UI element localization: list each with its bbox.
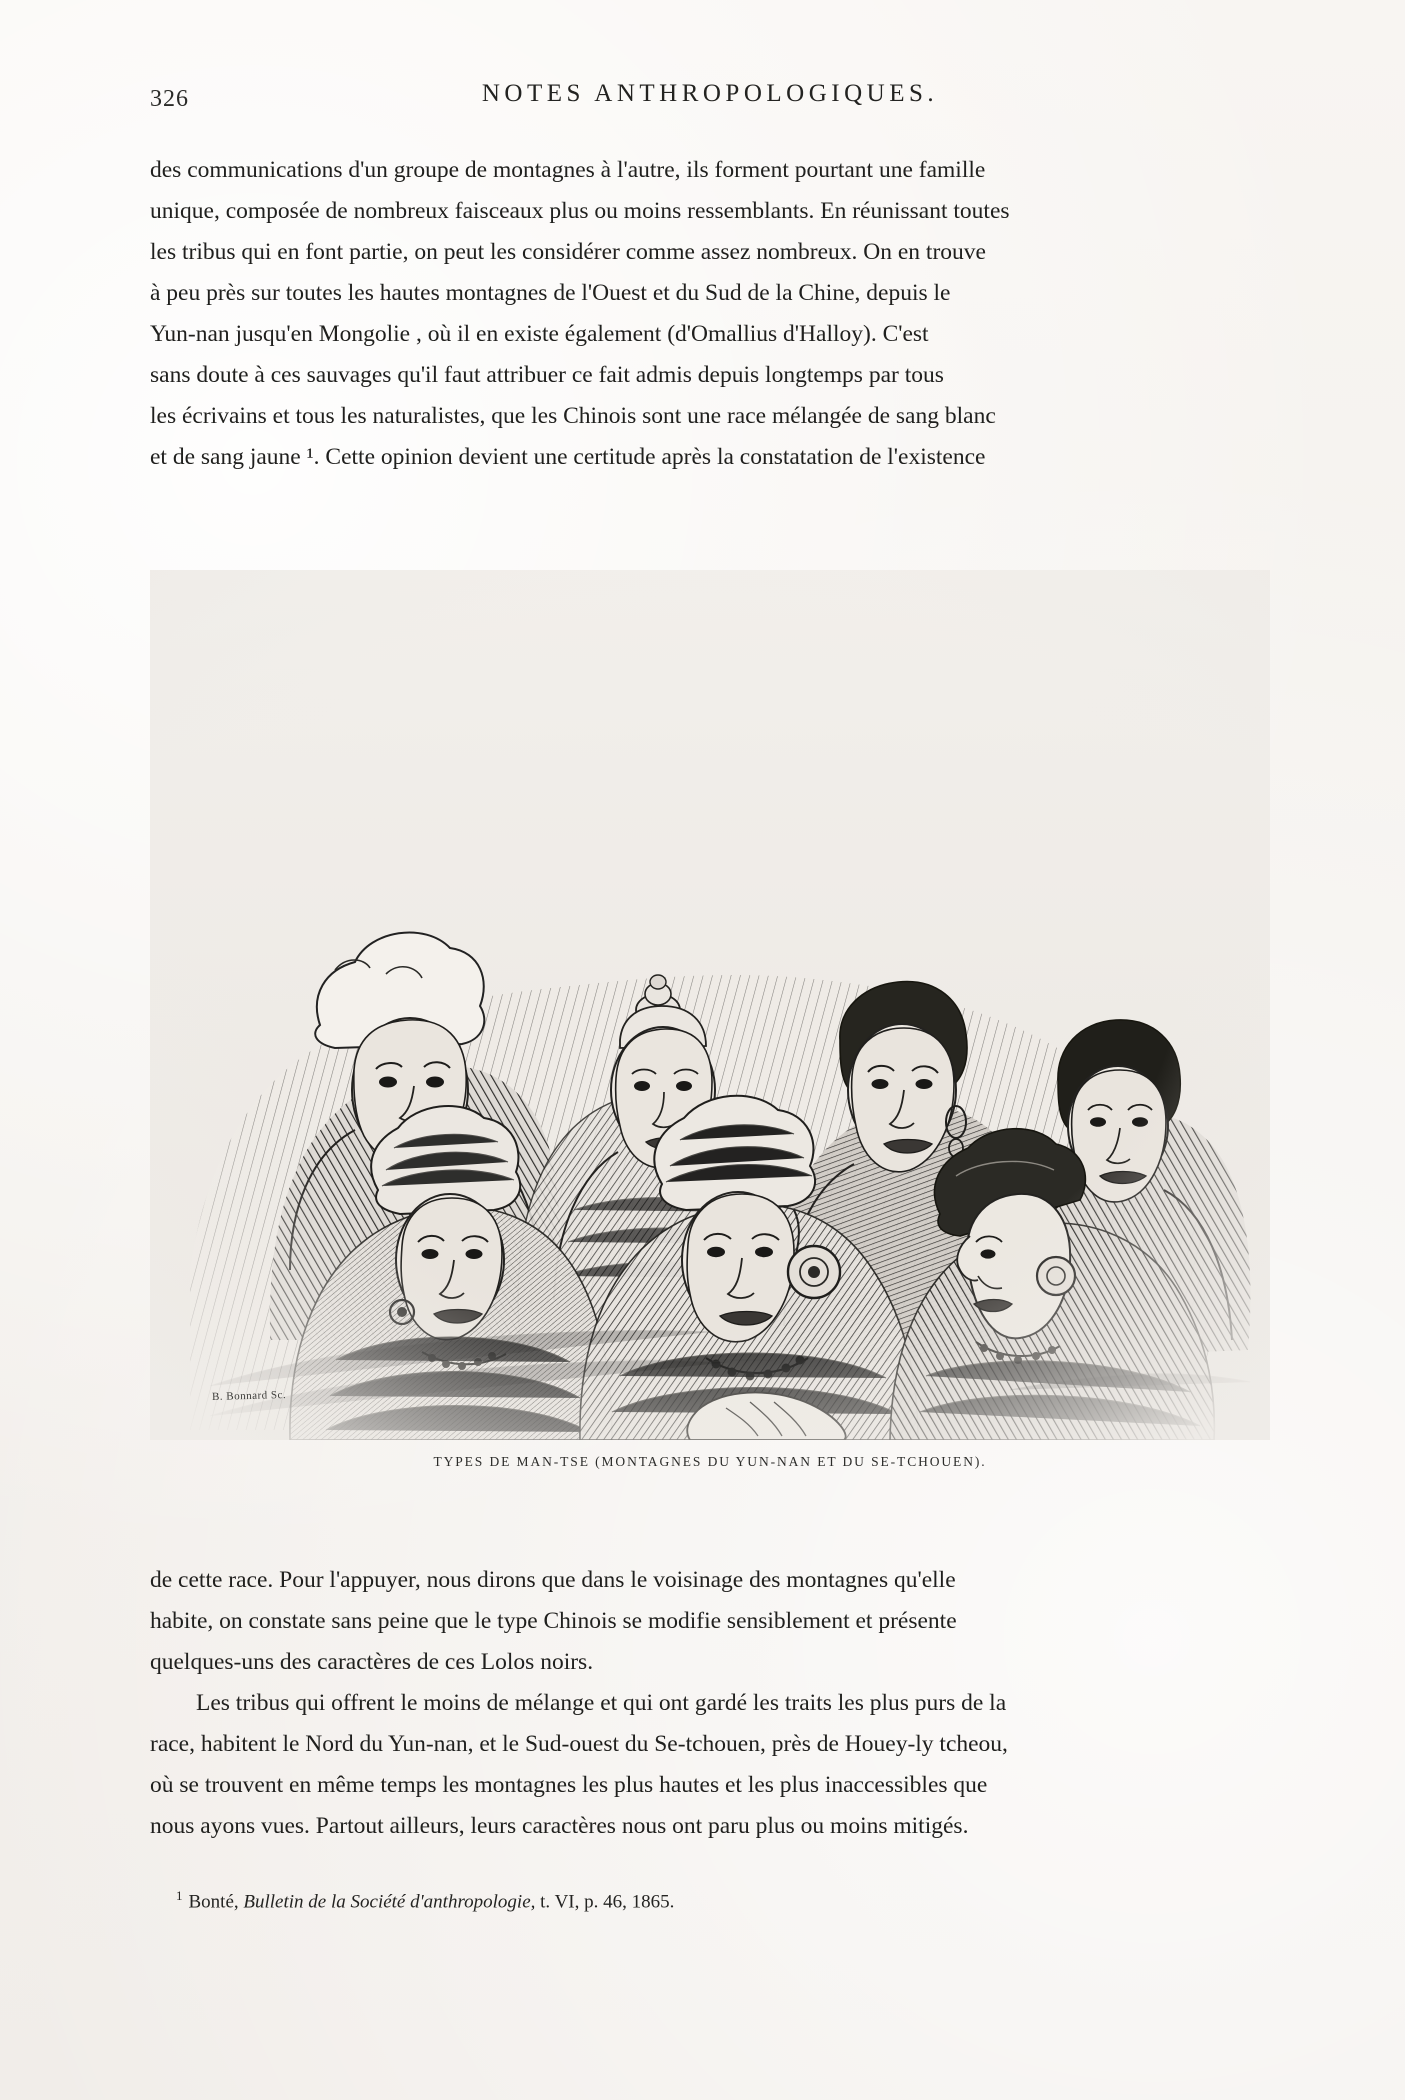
- footnote-author: Bonté,: [188, 1891, 239, 1913]
- text-line: les tribus qui en font partie, on peut les considérer comme assez nombreux. On en trouve: [150, 239, 986, 265]
- engraving-image: [150, 570, 1270, 1440]
- footnote-reference: t. VI, p. 46, 1865.: [540, 1891, 675, 1913]
- text-line: où se trouvent en même temps les montagnes les plus hautes et les plus inaccessibles que: [150, 1772, 988, 1798]
- plate-figure: [150, 570, 1270, 1470]
- text-line: sans doute à ces sauvages qu'il faut attribuer ce fait admis depuis longtemps par tous: [150, 362, 944, 388]
- text-line: habite, on constate sans peine que le type Chinois se modifie sensiblement et présente: [150, 1608, 957, 1634]
- paragraph-body: [150, 150, 1270, 478]
- page-header: [120, 80, 1300, 120]
- text-line: des communications d'un groupe de montagnes à l'autre, ils forment pourtant une famille: [150, 157, 986, 183]
- text-line: de cette race. Pour l'appuyer, nous dirons que dans le voisinage des montagnes qu'elle: [150, 1567, 956, 1593]
- engraver-signature: B. Bonnard Sc.: [211, 1389, 287, 1403]
- plate-caption: TYPES DE MAN-TSE (MONTAGNES DU YUN-NAN ET DU SE-TCHOUEN).: [433, 1454, 987, 1469]
- text-line: Les tribus qui offrent le moins de mélange et qui ont gardé les traits les plus purs de la: [196, 1690, 1007, 1716]
- engraving-svg: [150, 570, 1270, 1440]
- footnote-title: Bulletin de la Société d'anthropologie,: [243, 1891, 536, 1913]
- paragraph-tribes: [150, 1683, 1270, 1847]
- text-line: unique, composée de nombreux faisceaux plus ou moins ressemblants. En réunissant toutes: [150, 198, 1010, 224]
- paragraph-continuation: [150, 1560, 1270, 1683]
- text-line: et de sang jaune ¹. Cette opinion devient une certitude après la constatation de l'existence: [150, 444, 986, 470]
- footnote: [150, 1888, 1270, 1913]
- page-number: 326: [150, 86, 189, 112]
- text-line: à peu près sur toutes les hautes montagnes de l'Ouest et du Sud de la Chine, depuis le: [150, 280, 951, 306]
- top-paragraph: [150, 150, 1270, 478]
- running-title: NOTES ANTHROPOLOGIQUES.: [481, 80, 939, 107]
- text-line: les écrivains et tous les naturalistes, que les Chinois sont une race mélangée de sang blanc: [150, 403, 996, 429]
- text-line: Yun-nan jusqu'en Mongolie , où il en existe également (d'Omallius d'Halloy). C'est: [150, 321, 929, 347]
- text-line: race, habitent le Nord du Yun-nan, et le Sud-ouest du Se-tchouen, près de Houey-ly tcheou,: [150, 1731, 1008, 1757]
- page-sheet: [120, 50, 1300, 2050]
- text-line: nous ayons vues. Partout ailleurs, leurs caractères nous ont paru plus ou moins mitigés.: [150, 1813, 969, 1839]
- text-line: quelques-uns des caractères de ces Lolos noirs.: [150, 1649, 594, 1675]
- bottom-paragraphs: [150, 1560, 1270, 1847]
- footnote-marker: 1: [176, 1888, 183, 1903]
